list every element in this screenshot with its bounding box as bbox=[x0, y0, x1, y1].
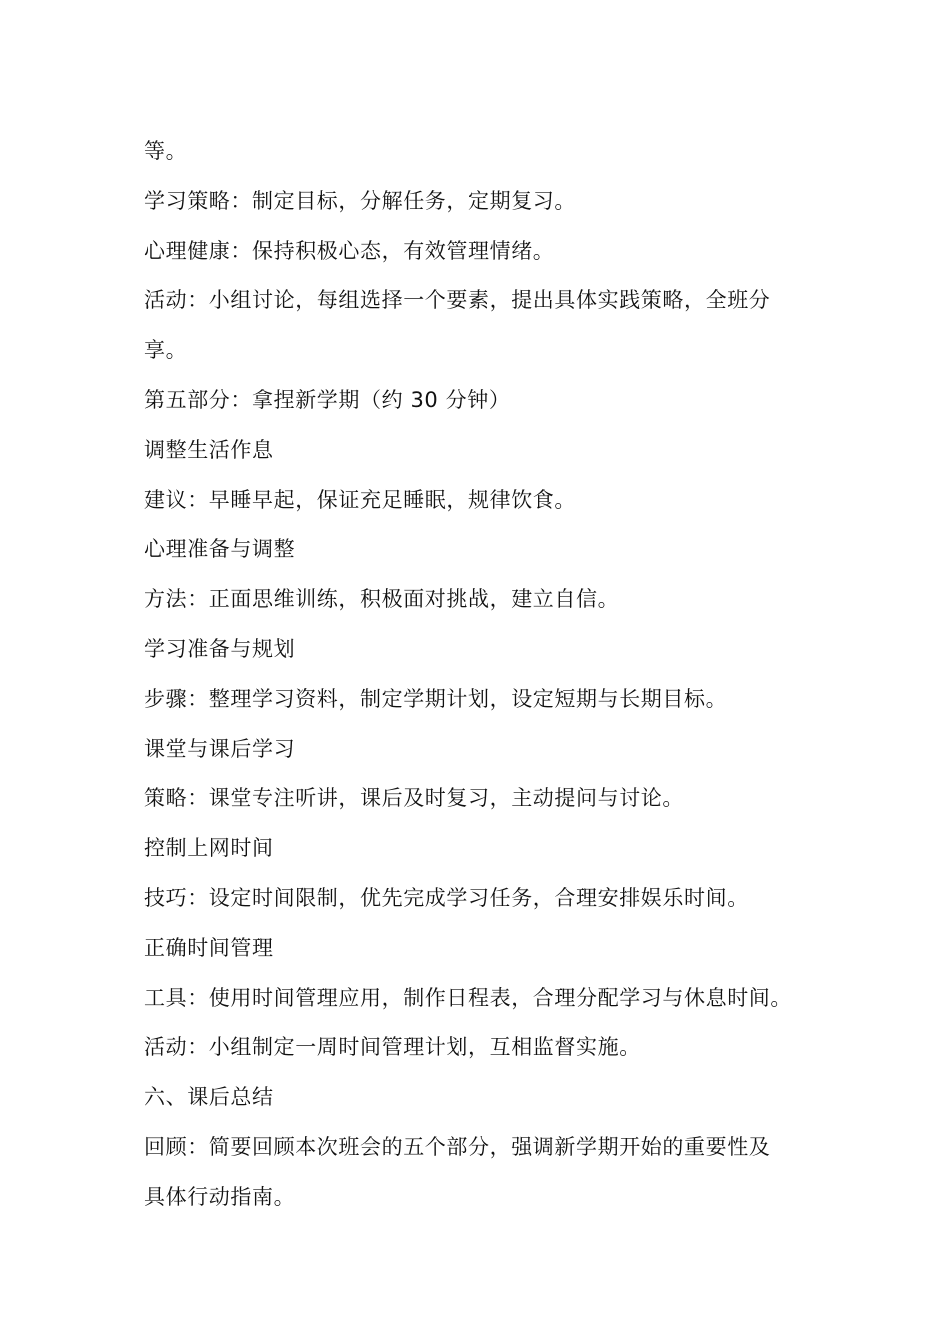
document-body bbox=[144, 131, 814, 1227]
text-line: 建议：早睡早起，保证充足睡眠，规律饮食。 bbox=[144, 487, 576, 512]
text-line: 步骤：整理学习资料，制定学期计划，设定短期与长期目标。 bbox=[144, 686, 728, 711]
text-line: 等。 bbox=[144, 139, 188, 163]
section-heading: 六、课后总结 bbox=[144, 1085, 274, 1110]
text-line: 学习策略：制定目标，分解任务，定期复习。 bbox=[144, 188, 576, 213]
subheading: 心理准备与调整 bbox=[144, 537, 296, 562]
subheading: 调整生活作息 bbox=[144, 437, 274, 462]
section-heading: 第五部分：拿捏新学期（约 30 分钟） bbox=[144, 387, 511, 412]
subheading: 课堂与课后学习 bbox=[144, 736, 296, 761]
text-line: 工具：使用时间管理应用，制作日程表，合理分配学习与休息时间。 bbox=[144, 985, 792, 1010]
text-line: 具体行动指南。 bbox=[144, 1184, 296, 1209]
text-line: 活动：小组制定一周时间管理计划，互相监督实施。 bbox=[144, 1035, 641, 1060]
text-line: 技巧：设定时间限制，优先完成学习任务，合理安排娱乐时间。 bbox=[144, 885, 749, 910]
text-line: 回顾：简要回顾本次班会的五个部分，强调新学期开始的重要性及 bbox=[144, 1134, 771, 1159]
subheading: 学习准备与规划 bbox=[144, 636, 296, 661]
text-line: 享。 bbox=[144, 338, 188, 363]
subheading: 控制上网时间 bbox=[144, 836, 274, 861]
text-line: 活动：小组讨论，每组选择一个要素，提出具体实践策略，全班分 bbox=[144, 288, 771, 313]
text-line: 方法：正面思维训练，积极面对挑战，建立自信。 bbox=[144, 587, 620, 612]
text-line: 心理健康：保持积极心态，有效管理情绪。 bbox=[144, 238, 555, 263]
text-line: 策略：课堂专注听讲，课后及时复习，主动提问与讨论。 bbox=[144, 786, 684, 811]
subheading: 正确时间管理 bbox=[144, 935, 274, 960]
